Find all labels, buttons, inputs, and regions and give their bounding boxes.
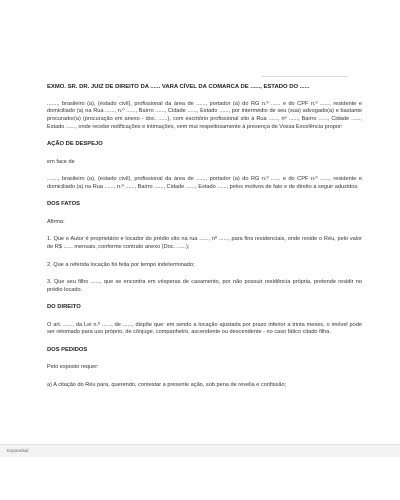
header-rule <box>262 76 348 77</box>
requests-title: DOS PEDIDOS <box>47 346 88 353</box>
plaintiff-qualification: ......., brasileiro (a), (estado civil), profissional da área de ......, portador (a) do RG n.º ...... e do CPF n.º ......, residente e domiciliado (a) na Rua ......, n.º ......, Bairro ......, Cidade ......, Estado ......, por intermédio de seu (sua) advogado(a) e bastante procurador(a) (procuração em anexo - doc. ......), com escritório profissional sito à Rua ......, nº ......, Bairro ......, Cidade ......, Estado ......, onde recebe notificações e intimações, vem mui respeitosamente à presença de Vossa Excelência propor: <box>47 100 362 130</box>
action-title: AÇÃO DE DESPEJO <box>47 141 103 148</box>
petition-heading: EXMO. SR. DR. JUIZ DE DIREITO DA ...... VARA CÍVEL DA COMARCA DE ......, ESTADO DO ...... <box>47 84 310 90</box>
against-text: em face de <box>47 158 75 165</box>
defendant-qualification: ......., brasileiro (a), (estado civil), profissional da área de ......, portador (a) do RG n.º ...... e do CPF n.º ......, residente e domiciliado (a) na Rua ......, n.º ......, Bairro ......, Cidade ......, Estado ......, pelos motivos de fato e de direito a seguir aduzidos. <box>47 176 362 190</box>
footer-bar <box>0 444 400 457</box>
law-title: DO DIREITO <box>47 304 81 311</box>
footer-label: Expandsal <box>7 448 29 453</box>
document-body <box>47 84 362 400</box>
facts-title: DOS FATOS <box>47 201 80 208</box>
requests-intro: Pelo exposto requer: <box>47 364 99 371</box>
law-text: O art. ......, da Lei n.º ......, de ......, dispõe que: em sendo a locação ajustada por prazo inferior a trinta meses, o imóvel pode ser retomado para uso próprio, de cônjuge, companheiro, ascendente ou descendente - no caso fático citado filha. <box>47 321 362 336</box>
affirms-text: Afirma: <box>47 218 65 225</box>
fact-item-1: 1. Que o Autor é proprietário e locador do prédio sito na rua ......, nº ......, para fins residenciais, onde reside o Réu, pelo valor de R$ ...... mensais, conforme contrato anexo (Doc. ......); <box>47 236 362 250</box>
request-item-a: a) A citação do Réu para, querendo, contestar a presente ação, sob pena de revelia e confissão; <box>47 381 287 388</box>
fact-item-3: 3. Que seu filho ......, que se encontra em vésperas de casamento, por não possuir residência própria, pretende residir no prédio locado. <box>47 279 362 293</box>
fact-item-2: 2. Que a referida locação foi feita por tempo indeterminado; <box>47 261 195 268</box>
